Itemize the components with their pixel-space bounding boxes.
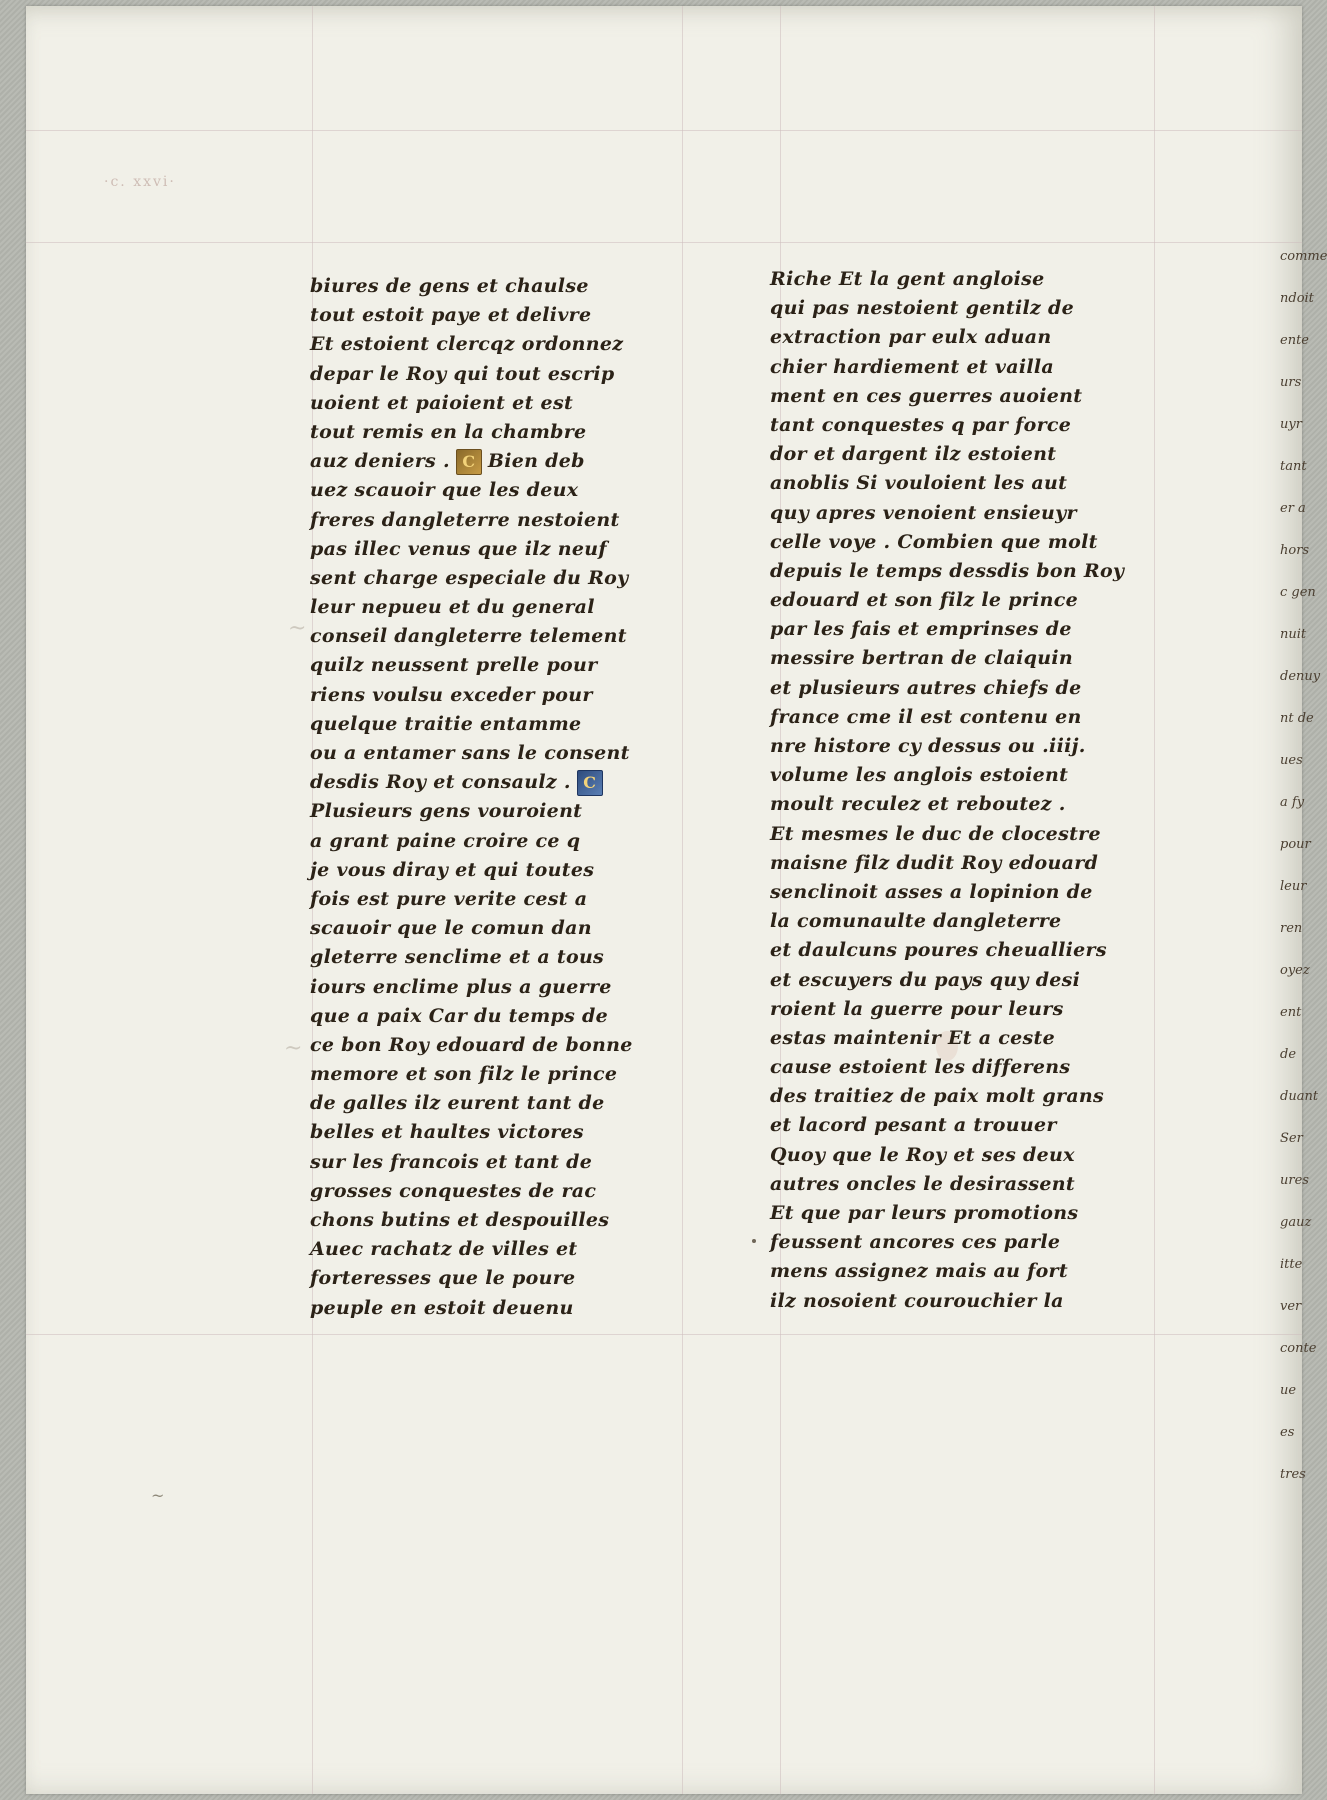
edge-fragment: Ser — [1280, 1131, 1303, 1146]
text-line: scauoir que le comun dan — [310, 917, 592, 940]
text-line: quelque traitie entamme — [310, 712, 582, 735]
edge-fragment: duant — [1280, 1089, 1319, 1104]
text-line: Et estoient clercqz ordonnez — [310, 333, 624, 356]
edge-fragment: leur — [1280, 879, 1307, 894]
edge-fragment: ues — [1280, 753, 1303, 768]
text-line: sur les francois et tant de — [310, 1150, 593, 1173]
text-line: et escuyers du pays quy desi — [770, 968, 1081, 991]
text-line: depar le Roy qui tout escrip — [310, 362, 615, 385]
edge-fragment: a fy — [1280, 795, 1305, 810]
text-line: qui pas nestoient gentilz de — [770, 297, 1074, 320]
edge-fragment: ren — [1280, 921, 1303, 936]
text-line: volume les anglois estoient — [770, 764, 1069, 787]
text-line: france cme il est contenu en — [770, 705, 1082, 728]
text-line: edouard et son filz le prince — [770, 589, 1078, 612]
text-line: ou a entamer sans le consent — [310, 742, 630, 764]
text-line: senclinoit asses a lopinion de — [770, 880, 1093, 903]
text-line: la comunaulte dangleterre — [770, 910, 1062, 933]
text-line: tout estoit paye et delivre — [310, 304, 592, 327]
ink-dot — [752, 1239, 756, 1243]
text-line: de galles ilz eurent tant de — [310, 1092, 605, 1115]
text-line: Quoy que le Roy et ses deux — [770, 1143, 1075, 1166]
text-line: biures de gens et chaulse — [310, 275, 589, 297]
edge-fragment: tres — [1280, 1467, 1306, 1482]
text-line: et plusieurs autres chiefs de — [770, 676, 1082, 699]
ruling-line — [26, 1334, 1302, 1335]
text-line: fois est pure verite cest a — [310, 887, 588, 910]
text-line: maisne filz dudit Roy edouard — [770, 851, 1099, 874]
edge-fragment: nt de — [1280, 711, 1314, 726]
edge-fragment: es — [1280, 1425, 1295, 1440]
text-line: gleterre senclime et a tous — [310, 946, 605, 969]
text-line: que a paix Car du temps de — [310, 1004, 608, 1027]
text-line: dor et dargent ilz estoient — [770, 443, 1057, 466]
text-line: moult reculez et reboutez . — [770, 793, 1066, 816]
edge-fragment: ndoit — [1280, 291, 1314, 306]
text-line: memore et son filz le prince — [310, 1063, 618, 1086]
text-line: freres dangleterre nestoient — [310, 508, 620, 531]
right-text-column — [770, 265, 1190, 1316]
text-line: quilz neussent prelle pour — [310, 654, 598, 677]
show-through: ~ — [288, 616, 307, 641]
text-line: peuple en estoit deuenu — [310, 1296, 574, 1319]
edge-fragment: ures — [1280, 1173, 1309, 1188]
text-line: Plusieurs gens vouroient — [310, 800, 583, 823]
text-line: et lacord pesant a trouuer — [770, 1114, 1057, 1137]
edge-fragment: conte — [1280, 1341, 1317, 1356]
text-line: chier hardiement et vailla — [770, 355, 1055, 378]
text-line: je vous diray et qui toutes — [310, 858, 595, 881]
text-line: conseil dangleterre telement — [310, 625, 627, 648]
text-line: par les fais et emprinses de — [770, 618, 1072, 641]
edge-fragment: urs — [1280, 375, 1302, 390]
text-line: ce bon Roy edouard de bonne — [310, 1033, 633, 1056]
left-text-column — [310, 272, 690, 1323]
margin-mark: ~ — [151, 1486, 165, 1505]
edge-fragment: ue — [1280, 1383, 1297, 1398]
text-line: depuis le temps dessdis bon Roy — [770, 559, 1125, 582]
edge-fragment: nuit — [1280, 627, 1307, 642]
edge-fragment: gauz — [1280, 1215, 1312, 1230]
text-line: messire bertran de claiquin — [770, 647, 1073, 670]
edge-fragment: oyez — [1280, 963, 1310, 978]
edge-fragment: c gen — [1280, 585, 1316, 600]
text-line: Et mesmes le duc de clocestre — [770, 822, 1101, 845]
text-line: uez scauoir que les deux — [310, 479, 579, 502]
text-line: ilz nosoient courouchier la — [770, 1289, 1064, 1312]
text-line: tant conquestes q par force — [770, 413, 1072, 436]
text-line: anoblis Si vouloient les aut — [770, 472, 1068, 495]
edge-fragment: ent — [1280, 1005, 1302, 1020]
text-line: chons butins et despouilles — [310, 1209, 610, 1231]
decorated-initial-gold: C — [456, 449, 482, 475]
edge-fragment: er a — [1280, 501, 1306, 516]
text-line: a grant paine croire ce q — [310, 829, 581, 852]
text-line: leur nepueu et du general — [310, 596, 595, 619]
text-segment: desdis Roy et consaulz . — [310, 771, 571, 794]
edge-fragment: hors — [1280, 543, 1310, 558]
edge-fragment: ente — [1280, 333, 1309, 348]
ruling-line — [26, 242, 1302, 243]
text-line: Riche Et la gent angloise — [770, 268, 1045, 290]
show-through: ~ — [284, 1036, 303, 1061]
text-line: sent charge especiale du Roy — [310, 566, 629, 589]
text-line: belles et haultes victores — [310, 1121, 584, 1144]
text-line: feussent ancores ces parle — [770, 1231, 1061, 1254]
text-line: mens assignez mais au fort — [770, 1260, 1068, 1283]
text-line: celle voye . Combien que molt — [770, 530, 1098, 553]
decorated-initial-blue: C — [577, 770, 603, 796]
text-line — [310, 768, 690, 797]
text-line — [310, 447, 690, 476]
text-line: estas maintenir Et a ceste — [770, 1026, 1055, 1049]
edge-fragment: tant — [1280, 459, 1307, 474]
text-line: cause estoient les differens — [770, 1056, 1071, 1079]
text-line: riens voulsu exceder pour — [310, 683, 593, 706]
text-line: quy apres venoient ensieuyr — [770, 501, 1077, 524]
text-line: ment en ces guerres auoient — [770, 384, 1083, 407]
text-line: nre histore cy dessus ou .iiij. — [770, 735, 1086, 757]
text-segment: Bien deb — [487, 450, 585, 473]
edge-fragment: de — [1280, 1047, 1297, 1062]
text-segment: auz deniers . — [310, 450, 450, 473]
edge-fragment: pour — [1280, 837, 1311, 852]
edge-fragment: denuy — [1280, 669, 1321, 684]
text-line: tout remis en la chambre — [310, 420, 587, 443]
edge-fragment: itte — [1280, 1257, 1303, 1272]
ruling-line — [26, 130, 1302, 131]
text-line: autres oncles le desirassent — [770, 1172, 1075, 1195]
text-line: Auec rachatz de villes et — [310, 1238, 578, 1261]
edge-fragment: comme — [1280, 249, 1327, 264]
text-line: des traitiez de paix molt grans — [770, 1085, 1105, 1108]
text-line: Et que par leurs promotions — [770, 1202, 1079, 1224]
text-line: grosses conquestes de rac — [310, 1179, 597, 1202]
text-line: forteresses que le poure — [310, 1267, 576, 1290]
edge-fragment: uyr — [1280, 417, 1302, 432]
facing-page-edge — [1280, 236, 1327, 1496]
text-line: extraction par eulx aduan — [770, 326, 1052, 349]
text-line: et daulcuns poures cheualliers — [770, 939, 1107, 962]
text-line: uoient et paioient et est — [310, 391, 574, 414]
edge-fragment: ver — [1280, 1299, 1302, 1314]
text-line: pas illec venus que ilz neuf — [310, 537, 607, 560]
text-line: iours enclime plus a guerre — [310, 975, 612, 998]
folio-number: ·c. xxvi· — [104, 174, 176, 190]
text-line: roient la guerre pour leurs — [770, 997, 1064, 1020]
